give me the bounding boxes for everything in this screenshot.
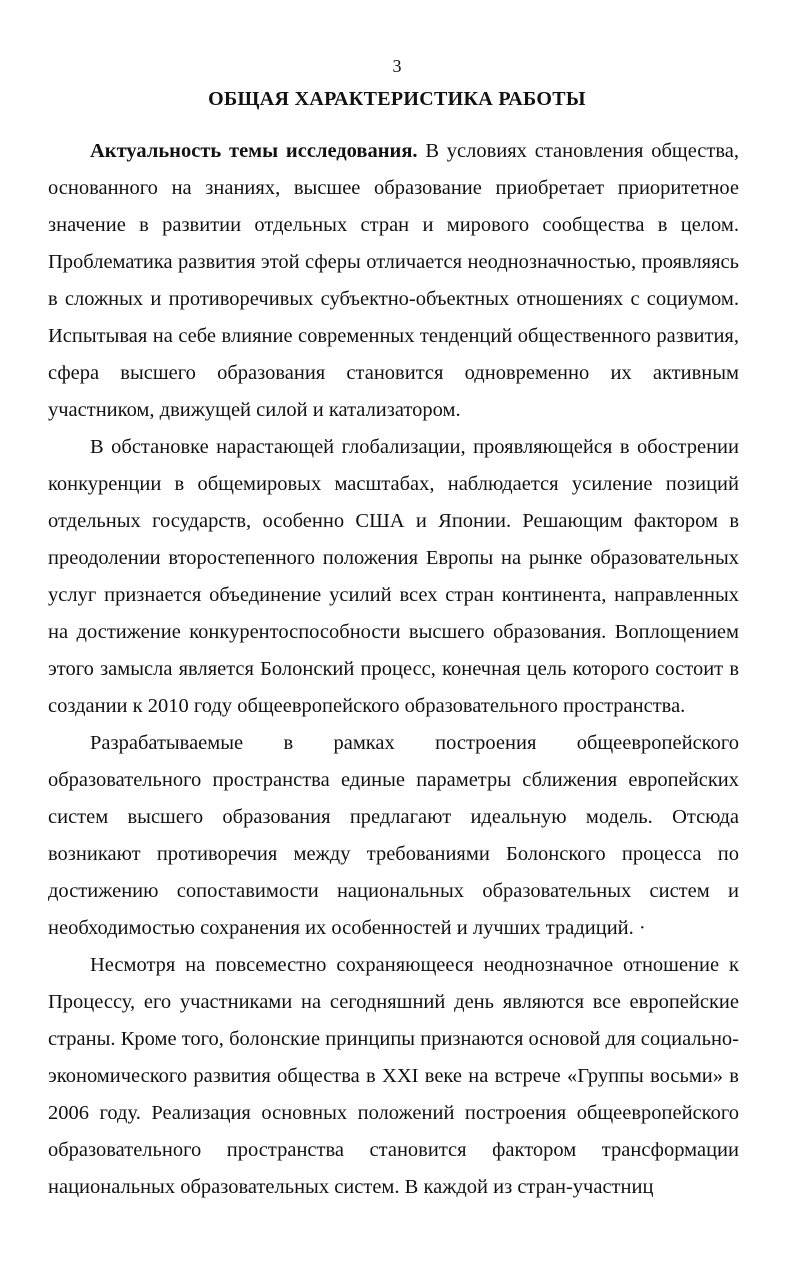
body-text (48, 133, 739, 1206)
paragraph-lead-heading: Актуальность темы исследования. (90, 140, 418, 162)
page-number: 3 (392, 56, 402, 76)
section-title: ОБЩАЯ ХАРАКТЕРИСТИКА РАБОТЫ (208, 88, 586, 110)
paragraph-contradictions: Разрабатываемые в рамках построения общеевропейского образовательного пространства единые параметры сближения европейских систем высшего образования предлагают идеальную модель. Отсюда возникают противоречия между требованиями Болонского процесса по достижению сопоставимости национальных образовательных систем и необходимостью сохранения их особенностей и лучших традиций. · (48, 732, 739, 939)
paragraph-text: В условиях становления общества, основанного на знаниях, высшее образование приобретает приоритетное значение в развитии отдельных стран и мирового сообщества в целом. Проблематика развития этой сферы отличается неоднозначностью, проявляясь в сложных и противоречивых субъектно-объектных отношениях с социумом. Испытывая на себе влияние современных тенденций общественного развития, сфера высшего образования становится одновременно их активным участником, движущей силой и катализатором. (48, 140, 739, 421)
paragraph-participants: Несмотря на повсеместно сохраняющееся неоднозначное отношение к Процессу, его участниками на сегодняшний день являются все европейские страны. Кроме того, болонские принципы признаются основой для социально-экономического развития общества в XXI веке на встрече «Группы восьми» в 2006 году. Реализация основных положений построения общеевропейского образовательного пространства становится фактором трансформации национальных образовательных систем. В каждой из стран-участниц (48, 954, 739, 1198)
paragraph-relevance (48, 133, 739, 429)
paragraph-globalization: В обстановке нарастающей глобализации, проявляющейся в обострении конкуренции в общемировых масштабах, наблюдается усиление позиций отдельных государств, особенно США и Японии. Решающим фактором в преодолении второстепенного положения Европы на рынке образовательных услуг признается объединение усилий всех стран континента, направленных на достижение конкурентоспособности высшего образования. Воплощением этого замысла является Болонский процесс, конечная цель которого состоит в создании к 2010 году общеевропейского образовательного пространства. (48, 436, 739, 717)
